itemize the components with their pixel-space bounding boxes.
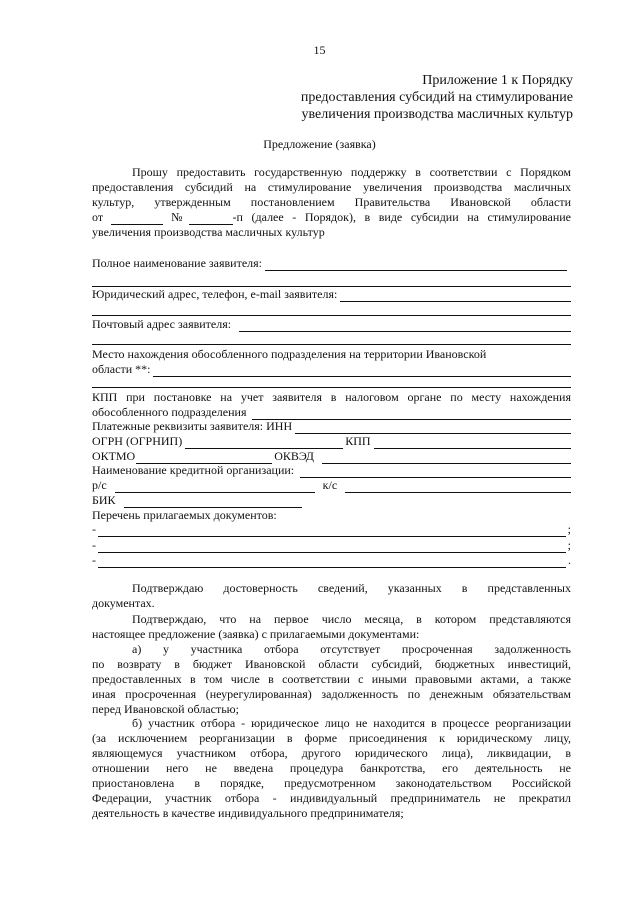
confirm-1-line-1: Подтверждаю достоверность сведений, указанных в представленных [132,581,571,595]
location-extra-line[interactable] [92,387,571,388]
inn-field[interactable] [295,422,571,434]
intro-line-1: Прошу предоставить государственную поддержку в соответствии с Порядком [132,165,571,179]
full-name-label: Полное наименование заявителя: [92,256,262,270]
bank-name-label: Наименование кредитной организации: [92,463,295,477]
intro-from-label: от [92,210,104,224]
ogrn-label: ОГРН (ОГРНИП) [92,434,183,448]
oktmo-label: ОКТМО [92,449,136,463]
appendix-line-1: Приложение 1 к Порядку [422,73,573,88]
doc-line-3-dash: - [92,553,96,567]
ks-label: к/с [322,478,338,492]
ks-field[interactable] [345,481,571,493]
intro-line-4 [92,210,571,225]
postal-address-row [92,317,571,332]
item-b-line-3: являющемуся участником отбора, другого юридического лица), ликвидации, в [92,746,571,760]
bank-inn-label: Платежные реквизиты заявителя: ИНН [92,419,293,433]
intro-number-label: № [171,210,183,224]
item-a-paragraph [92,642,571,717]
bank-name-field[interactable] [300,466,571,478]
item-a-line-4: иная просроченная (неурегулированная) задолженность по денежным обязательствам [92,687,571,701]
location-field[interactable] [153,365,571,377]
appendix-line-3: увеличения производства масличных культур [301,107,573,122]
postal-address-field[interactable] [239,320,571,332]
confirm-paragraph-1 [92,581,571,611]
full-name-row [92,256,571,271]
item-b-line-5: приостановлена в порядке, предусмотренном законодательством Российской [92,776,571,790]
oktmo-okved-row [92,449,571,464]
item-a-line-5: перед Ивановской областью; [92,702,239,716]
intro-paragraph [92,165,571,240]
doc-line-2-dash: - [92,538,96,552]
item-b-line-7: деятельность в качестве индивидуального предпринимателя; [92,806,404,820]
item-a-line-3: предоставленных в том числе в соответствии с иными правовыми актами, а также [92,672,571,686]
confirm-2-line-2: настоящее предложение (заявка) с прилагаемыми документами: [92,627,420,641]
ogrn-field[interactable] [185,437,343,449]
intro-line-3: культур, утвержденным постановлением Правительства Ивановской области [92,195,571,209]
item-b-line-1: б) участник отбора - юридическое лицо не находится в процессе реорганизации [132,716,571,730]
location-label: области **: [92,362,151,376]
legal-address-label: Юридический адрес, телефон, e-mail заявителя: [92,287,338,301]
ogrn-kpp-row [92,434,571,449]
appendix-header [301,72,573,123]
item-a-line-1: а) у участника отбора отсутствует просроченная задолженность [132,642,571,656]
doc-line-2-field[interactable] [98,542,566,553]
bank-inn-row [92,419,571,434]
kpp-division-row [92,405,571,420]
rs-field[interactable] [115,481,315,493]
doc-line-3-end: . [568,553,571,567]
full-name-field[interactable] [265,259,567,271]
doc-line-1-field[interactable] [98,526,566,537]
kpp-field[interactable] [374,437,571,449]
legal-address-row [92,287,571,302]
confirm-1-line-2: документах. [92,596,155,610]
legal-address-extra-line[interactable] [92,315,571,316]
document-title: Предложение (заявка) [263,137,376,151]
item-b-line-2: (за исключением реорганизации в форме присоединения к юридическому лицу, [92,731,571,745]
date-blank[interactable] [111,213,163,225]
doc-line-2-end: ; [567,538,571,552]
postal-address-extra-line[interactable] [92,344,571,345]
doc-line-1 [92,522,571,537]
legal-address-field[interactable] [340,290,571,302]
okved-label: ОКВЭД [274,449,314,463]
item-b-line-4: отношении него не введена процедура банкротства, его деятельность не [92,761,571,775]
bik-row [92,493,302,508]
rs-label: р/с [92,478,107,492]
doc-line-1-dash: - [92,522,96,536]
item-b-paragraph [92,716,571,821]
intro-line-2: предоставления субсидий на стимулирование увеличения производства масличных [92,180,571,194]
location-line-1: Место нахождения обособленного подразделения на территории Ивановской [92,347,487,361]
postal-address-label: Почтовый адрес заявителя: [92,317,232,331]
kpp-label: КПП [345,434,371,448]
confirm-paragraph-2 [92,612,571,642]
page-number: 15 [313,43,326,57]
accounts-row [92,478,571,493]
decree-number-blank[interactable] [189,213,233,225]
item-a-line-2: по возврату в бюджет Ивановской области субсидий, бюджетных инвестиций, [92,657,571,671]
bik-field[interactable] [124,496,302,508]
doc-line-3-field[interactable] [98,557,566,568]
confirm-2-line-1: Подтверждаю, что на первое число месяца, в котором представляются [132,612,571,626]
kpp-line-1: КПП при постановке на учет заявителя в налоговом органе по месту нахождения [92,390,571,404]
kpp-division-label: обособленного подразделения [92,405,247,419]
item-b-line-6: Федерации, участник отбора - индивидуальный предприниматель не прекратил [92,791,571,805]
doc-line-3 [92,553,571,568]
bank-name-row [92,463,571,478]
docs-list-label: Перечень прилагаемых документов: [92,508,277,522]
intro-line-4-rest: -п (далее - Порядок), в виде субсидии на стимулирование [232,210,571,224]
intro-line-5: увеличения производства масличных культур [92,225,325,239]
bik-label: БИК [92,493,116,507]
location-row [92,362,571,377]
doc-line-1-end: ; [567,522,571,536]
appendix-line-2: предоставления субсидий на стимулирование [300,90,573,105]
doc-line-2 [92,538,571,553]
